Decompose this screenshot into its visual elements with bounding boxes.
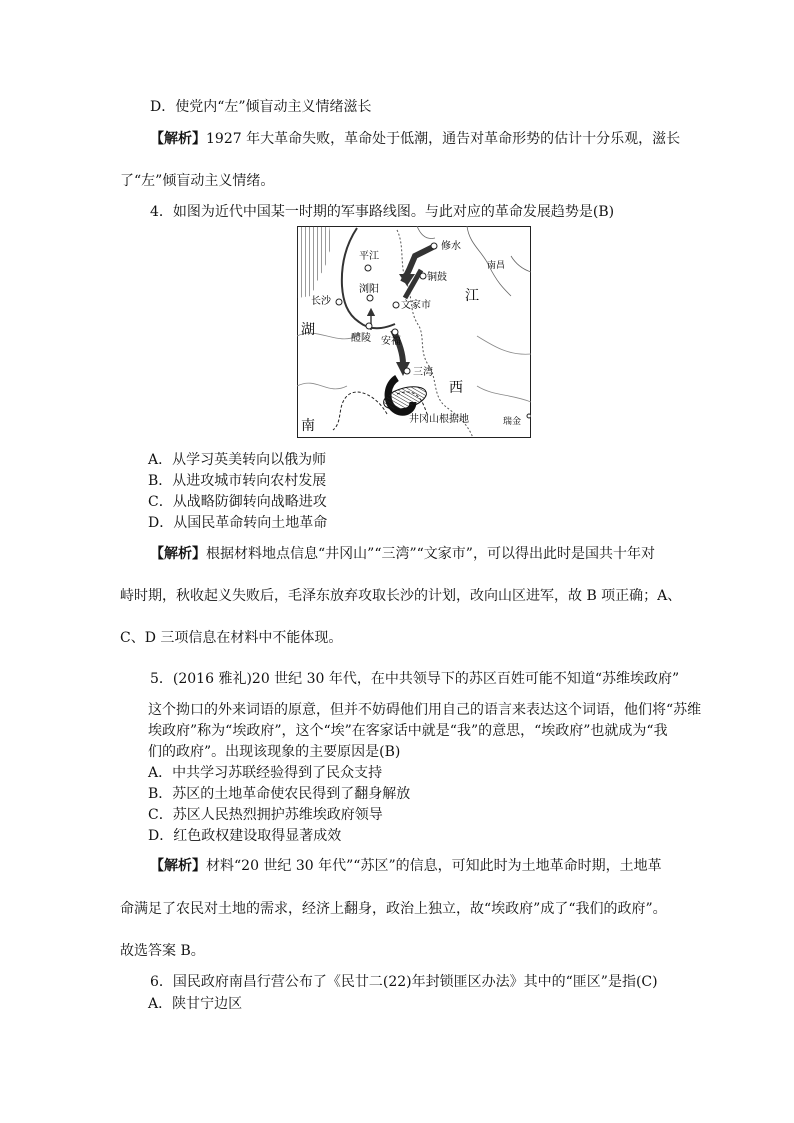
q3-analysis-line-1 [150,130,680,148]
city-ruijin [527,414,531,418]
city-liuyang [367,295,373,301]
label-pingjiang: 平江 [359,251,379,262]
q5-option-b: B．苏区的土地革命使农民得到了翻身解放 [148,786,411,802]
label-xiushui: 修水 [441,241,461,252]
military-route-map [297,226,531,438]
analysis-text: 根据材料地点信息“井冈山”“三湾”“文家市”，可以得出此时是国共十年对 [206,546,655,562]
label-sanwan: 三湾 [413,367,433,378]
label-jinggangshan: 井冈山根据地 [409,414,469,425]
label-liling: 醴陵 [351,333,371,344]
label-nanchang: 南昌 [487,261,506,271]
label-ruijin: 瑞金 [503,417,522,427]
q5-option-a: A．中共学习苏联经验得到了民众支持 [148,765,383,781]
label-xi: 西 [449,380,463,396]
analysis-tag: 【解析】 [150,131,206,147]
analysis-tag: 【解析】 [150,546,206,562]
q5-stem-line-2: 这个拗口的外来词语的原意，但并不妨碍他们用自己的语言来表达这个词语，他们将“苏维 [148,702,702,718]
city-anfu [392,329,398,335]
q5-option-c: C．苏区人民热烈拥护苏维埃政府领导 [148,807,383,823]
analysis-tag: 【解析】 [150,858,206,874]
q5-analysis-line-2: 命满足了农民对土地的需求，经济上翻身，政治上独立，故“埃政府”成了“我们的政府”。 [120,901,667,917]
q3-option-d: D．使党内“左”倾盲动主义情绪滋长 [150,99,372,115]
q5-stem-line-1: 5．(2016 雅礼)20 世纪 30 年代，在中共领导下的苏区百姓可能不知道“苏维埃政府” [150,671,680,687]
city-sanwan [404,368,410,374]
city-changsha [336,299,342,305]
q4-option-c: C．从战略防御转向战略进攻 [148,494,327,510]
q5-option-d: D．红色政权建设取得显著成效 [148,828,342,844]
q4-analysis-line-1 [150,545,655,563]
city-xiushui [431,243,437,249]
label-tonggu: 铜鼓 [427,272,447,283]
label-wenjiashi: 文家市 [401,300,431,311]
analysis-text: 材料“20 世纪 30 年代”“苏区”的信息，可知此时为土地革命时期，土地革 [206,858,662,874]
q6-stem: 6．国民政府南昌行营公布了《民廿二(22)年封锁匪区办法》其中的“匪区”是指(C) [150,974,658,990]
city-wenjiashi [393,302,399,308]
q5-stem-line-4: 们的政府”。出现该现象的主要原因是(B) [148,744,401,760]
q4-option-a: A．从学习英美转向以俄为师 [148,452,327,468]
q4-option-b: B．从进攻城市转向农村发展 [148,473,327,489]
label-hu: 湖 [301,322,315,338]
q5-stem-line-3: 埃政府”称为“埃政府”，这个“埃”在客家话中就是“我”的意思，“埃政府”也就成为“我 [148,723,668,739]
q4-stem: 4．如图为近代中国某一时期的军事路线图。与此对应的革命发展趋势是(B) [150,204,615,220]
city-pingjiang [365,265,371,271]
city-tonggu [420,273,426,279]
label-jiang: 江 [465,288,479,304]
city-liling [366,323,372,329]
q6-option-a: A．陕甘宁边区 [148,996,243,1012]
label-anfu: 安福 [381,336,401,347]
q3-analysis-line-2: 了“左”倾盲动主义情绪。 [120,173,275,189]
q4-analysis-line-2: 峙时期，秋收起义失败后，毛泽东放弃攻取长沙的计划，改向山区进军，故 B 项正确；A、 [120,588,682,604]
q5-analysis-line-3: 故选答案 B。 [120,943,205,959]
q4-option-d: D．从国民革命转向土地革命 [148,515,328,531]
label-changsha: 长沙 [311,296,331,307]
q4-analysis-line-3: C、D 三项信息在材料中不能体现。 [120,630,343,646]
label-liuyang: 浏阳 [359,284,379,295]
label-nan: 南 [301,418,315,434]
q5-analysis-line-1 [150,857,662,875]
analysis-text: 1927 年大革命失败，革命处于低潮，通告对革命形势的估计十分乐观，滋长 [206,131,681,147]
